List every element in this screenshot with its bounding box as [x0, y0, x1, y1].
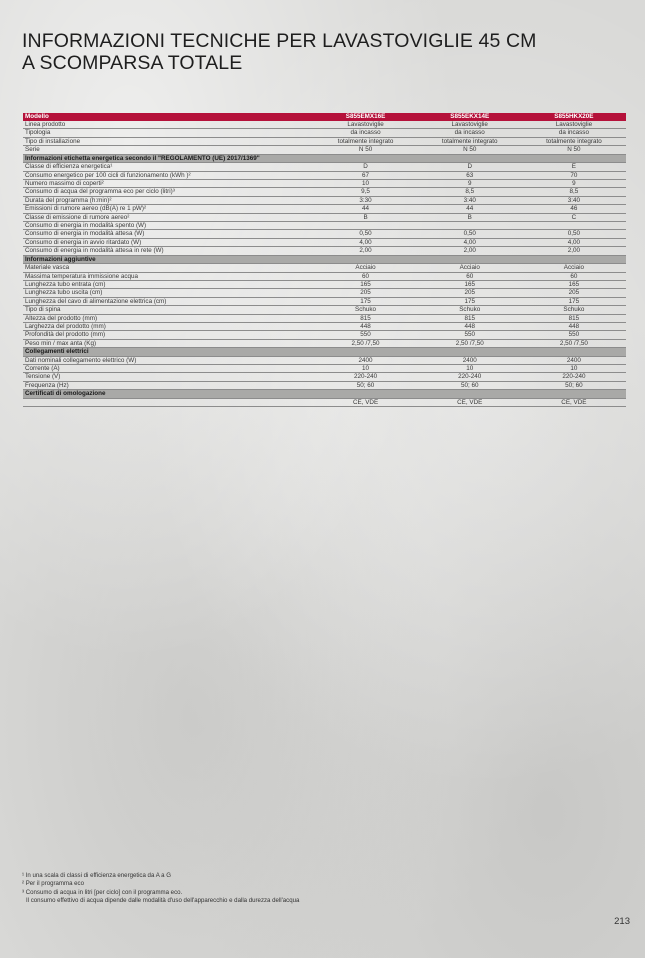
spec-label: Lunghezza del cavo di alimentazione elettrica (cm): [23, 297, 313, 305]
section-cert-title: Certificati di omologazione: [23, 390, 626, 398]
section-header-row: [23, 390, 626, 398]
spec-value: Schuko: [418, 306, 522, 314]
spec-row: [23, 339, 626, 347]
group-additional: [23, 264, 626, 348]
spec-label: Classe di efficienza energetica¹: [23, 163, 313, 171]
spec-value: 550: [522, 331, 626, 339]
spec-row: [23, 272, 626, 280]
spec-value: 550: [418, 331, 522, 339]
spec-value: totalmente integrato: [418, 137, 522, 145]
spec-value: 205: [522, 289, 626, 297]
spec-row: [23, 129, 626, 137]
spec-value: totalmente integrato: [522, 137, 626, 145]
spec-label: Altezza del prodotto (mm): [23, 314, 313, 322]
footnote-3: ³ Consumo di acqua in litri [per ciclo] con il programma eco.: [22, 888, 183, 896]
spec-value: CE, VDE: [522, 398, 626, 406]
spec-label: Profondità del prodotto (mm): [23, 331, 313, 339]
spec-value: 10: [313, 364, 417, 372]
section-header-row: [23, 348, 626, 356]
spec-row: [23, 196, 626, 204]
spec-value: 2400: [313, 356, 417, 364]
spec-row: [23, 289, 626, 297]
spec-label: Lunghezza tubo uscita (cm): [23, 289, 313, 297]
spec-value: Lavastoviglie: [313, 121, 417, 129]
spec-value: 220-240: [522, 373, 626, 381]
section-cert: [23, 390, 626, 398]
spec-label: Dati nominali collegamento elettrico (W): [23, 356, 313, 364]
spec-value: 2400: [522, 356, 626, 364]
spec-label: Tensione (V): [23, 373, 313, 381]
page-title-line-1: INFORMAZIONI TECNICHE PER LAVASTOVIGLIE 45 CM: [22, 30, 537, 52]
group-cert: [23, 398, 626, 406]
spec-label: Numero massimo di coperti²: [23, 180, 313, 188]
footnotes: [22, 872, 299, 905]
spec-value: 50; 60: [522, 381, 626, 389]
spec-row: [23, 331, 626, 339]
spec-row: [23, 373, 626, 381]
spec-value: 2,50 /7,50: [313, 339, 417, 347]
spec-value: 44: [418, 205, 522, 213]
spec-label: Corrente (A): [23, 364, 313, 372]
spec-value: 3:30: [313, 196, 417, 204]
spec-value: 2,00: [522, 247, 626, 255]
section-additional-title: Informazioni aggiuntive: [23, 255, 626, 263]
spec-value: 205: [313, 289, 417, 297]
spec-value: 815: [522, 314, 626, 322]
spec-value: 205: [418, 289, 522, 297]
spec-value: 44: [313, 205, 417, 213]
spec-label: Consumo di energia in avvio ritardato (W): [23, 238, 313, 246]
spec-value: 0,50: [313, 230, 417, 238]
footnote-2: ² Per il programma eco: [22, 880, 84, 888]
spec-label: Consumo di energia in modalità spento (W): [23, 222, 313, 230]
page-number: 213: [614, 916, 630, 927]
spec-value: 2,50 /7,50: [522, 339, 626, 347]
spec-value: 10: [313, 180, 417, 188]
spec-value: 3:40: [418, 196, 522, 204]
model-name: S855EKX14E: [418, 113, 522, 121]
spec-value: 2,00: [418, 247, 522, 255]
spec-label: Materiale vasca: [23, 264, 313, 272]
footnote-3-note: Il consumo effettivo di acqua dipende dalle modalità d'uso dell'apparecchio e dalla durezza dell'acqua: [26, 896, 300, 904]
spec-label: Tipo di spina: [23, 306, 313, 314]
spec-value: 165: [522, 280, 626, 288]
spec-table: [23, 113, 626, 407]
spec-row: [23, 247, 626, 255]
spec-label: Larghezza del prodotto (mm): [23, 322, 313, 330]
spec-value: N 50: [418, 146, 522, 154]
model-header-row: [23, 113, 626, 121]
spec-value: 60: [522, 272, 626, 280]
spec-label: Massima temperatura immissione acqua: [23, 272, 313, 280]
spec-row: [23, 180, 626, 188]
spec-label: Consumo di energia in modalità attesa (W): [23, 230, 313, 238]
spec-row: [23, 264, 626, 272]
spec-label: Durata del programma (h:min)²: [23, 196, 313, 204]
spec-label: Serie: [23, 146, 313, 154]
section-electrical-title: Collegamenti elettrici: [23, 348, 626, 356]
spec-row: [23, 314, 626, 322]
spec-label: Emissioni di rumore aereo (dB(A) re 1 pW)²: [23, 205, 313, 213]
spec-row: [23, 222, 626, 230]
spec-value: B: [418, 213, 522, 221]
spec-value: 0,50: [522, 230, 626, 238]
spec-label: Consumo di acqua del programma eco per ciclo (litri)³: [23, 188, 313, 196]
spec-value: 165: [418, 280, 522, 288]
spec-value: CE, VDE: [418, 398, 522, 406]
spec-row: [23, 306, 626, 314]
spec-label: Frequenza (Hz): [23, 381, 313, 389]
spec-value: CE, VDE: [313, 398, 417, 406]
spec-value: 50; 60: [313, 381, 417, 389]
spec-value: 10: [418, 364, 522, 372]
section-energy-title: Informazioni etichetta energetica secondo il "REGOLAMENTO (UE) 2017/1369": [23, 154, 313, 163]
spec-row: [23, 381, 626, 389]
spec-value: 550: [313, 331, 417, 339]
spec-value: N 50: [313, 146, 417, 154]
spec-row: [23, 171, 626, 179]
spec-value: da incasso: [522, 129, 626, 137]
spec-value: 2,50 /7,50: [418, 339, 522, 347]
model-name: S855EMX16E: [313, 113, 417, 121]
spec-value: 220-240: [313, 373, 417, 381]
spec-row: [23, 356, 626, 364]
spec-value: 9,5: [313, 188, 417, 196]
section-additional: [23, 255, 626, 263]
spec-row: [23, 280, 626, 288]
spec-value: 8,5: [522, 188, 626, 196]
spec-value: 9: [522, 180, 626, 188]
model-header-label: Modello: [23, 113, 313, 121]
spec-label: Classe di emissione di rumore aereo²: [23, 213, 313, 221]
spec-label: Consumo energetico per 100 cicli di funzionamento (kWh )²: [23, 171, 313, 179]
spec-value: totalmente integrato: [313, 137, 417, 145]
spec-value: 60: [418, 272, 522, 280]
spec-value: [522, 222, 626, 230]
spec-value: 2400: [418, 356, 522, 364]
spec-value: 448: [418, 322, 522, 330]
spec-value: C: [522, 213, 626, 221]
spec-value: [418, 222, 522, 230]
section-energy: [23, 154, 626, 163]
section-header-row: [23, 255, 626, 263]
spec-value: 46: [522, 205, 626, 213]
spec-value: 3:40: [522, 196, 626, 204]
spec-value: 448: [313, 322, 417, 330]
spec-value: Acciaio: [418, 264, 522, 272]
spec-label: Peso min / max anta (Kg): [23, 339, 313, 347]
spec-row: [23, 297, 626, 305]
spec-row: [23, 398, 626, 406]
group-energy: [23, 163, 626, 255]
spec-value: 175: [522, 297, 626, 305]
spec-row: [23, 322, 626, 330]
spec-row: [23, 163, 626, 171]
spec-value: E: [522, 163, 626, 171]
spec-value: Acciaio: [313, 264, 417, 272]
spec-value: D: [418, 163, 522, 171]
footnote-1: ¹ In una scala di classi di efficienza energetica da A a G: [22, 872, 171, 879]
spec-label: Lunghezza tubo entrata (cm): [23, 280, 313, 288]
spec-value: 2,00: [313, 247, 417, 255]
spec-row: [23, 137, 626, 145]
spec-value: Lavastoviglie: [418, 121, 522, 129]
spec-value: da incasso: [418, 129, 522, 137]
spec-value: Acciaio: [522, 264, 626, 272]
spec-value: 60: [313, 272, 417, 280]
section-header-row: [23, 154, 626, 163]
spec-value: 4,00: [418, 238, 522, 246]
spec-value: Schuko: [522, 306, 626, 314]
spec-row: [23, 188, 626, 196]
spec-value: N 50: [522, 146, 626, 154]
spec-value: Lavastoviglie: [522, 121, 626, 129]
spec-row: [23, 213, 626, 221]
spec-label: Tipologia: [23, 129, 313, 137]
group-electrical: [23, 356, 626, 390]
spec-row: [23, 121, 626, 129]
spec-value: 0,50: [418, 230, 522, 238]
spec-value: 815: [418, 314, 522, 322]
model-name: S855HKX20E: [522, 113, 626, 121]
page-title-line-2: A SCOMPARSA TOTALE: [22, 52, 243, 74]
spec-value: 10: [522, 364, 626, 372]
spec-value: 70: [522, 171, 626, 179]
spec-row: [23, 205, 626, 213]
spec-value: 63: [418, 171, 522, 179]
spec-value: 175: [313, 297, 417, 305]
spec-value: 8,5: [418, 188, 522, 196]
spec-value: 165: [313, 280, 417, 288]
spec-value: da incasso: [313, 129, 417, 137]
spec-label: Linea prodotto: [23, 121, 313, 129]
spec-row: [23, 146, 626, 154]
page-title: [22, 30, 537, 74]
spec-value: 4,00: [522, 238, 626, 246]
spec-row: [23, 364, 626, 372]
spec-value: 4,00: [313, 238, 417, 246]
section-electrical: [23, 348, 626, 356]
spec-value: 175: [418, 297, 522, 305]
spec-value: Schuko: [313, 306, 417, 314]
spec-value: 50; 60: [418, 381, 522, 389]
spec-value: 9: [418, 180, 522, 188]
spec-value: 67: [313, 171, 417, 179]
spec-value: 815: [313, 314, 417, 322]
spec-row: [23, 230, 626, 238]
spec-value: 220-240: [418, 373, 522, 381]
group-general: [23, 121, 626, 154]
spec-row: [23, 238, 626, 246]
spec-label: Consumo di energia in modalità attesa in rete (W): [23, 247, 313, 255]
spec-value: 448: [522, 322, 626, 330]
spec-label: Tipo di installazione: [23, 137, 313, 145]
spec-value: [313, 222, 417, 230]
spec-value: D: [313, 163, 417, 171]
spec-label: [23, 398, 313, 406]
spec-value: B: [313, 213, 417, 221]
